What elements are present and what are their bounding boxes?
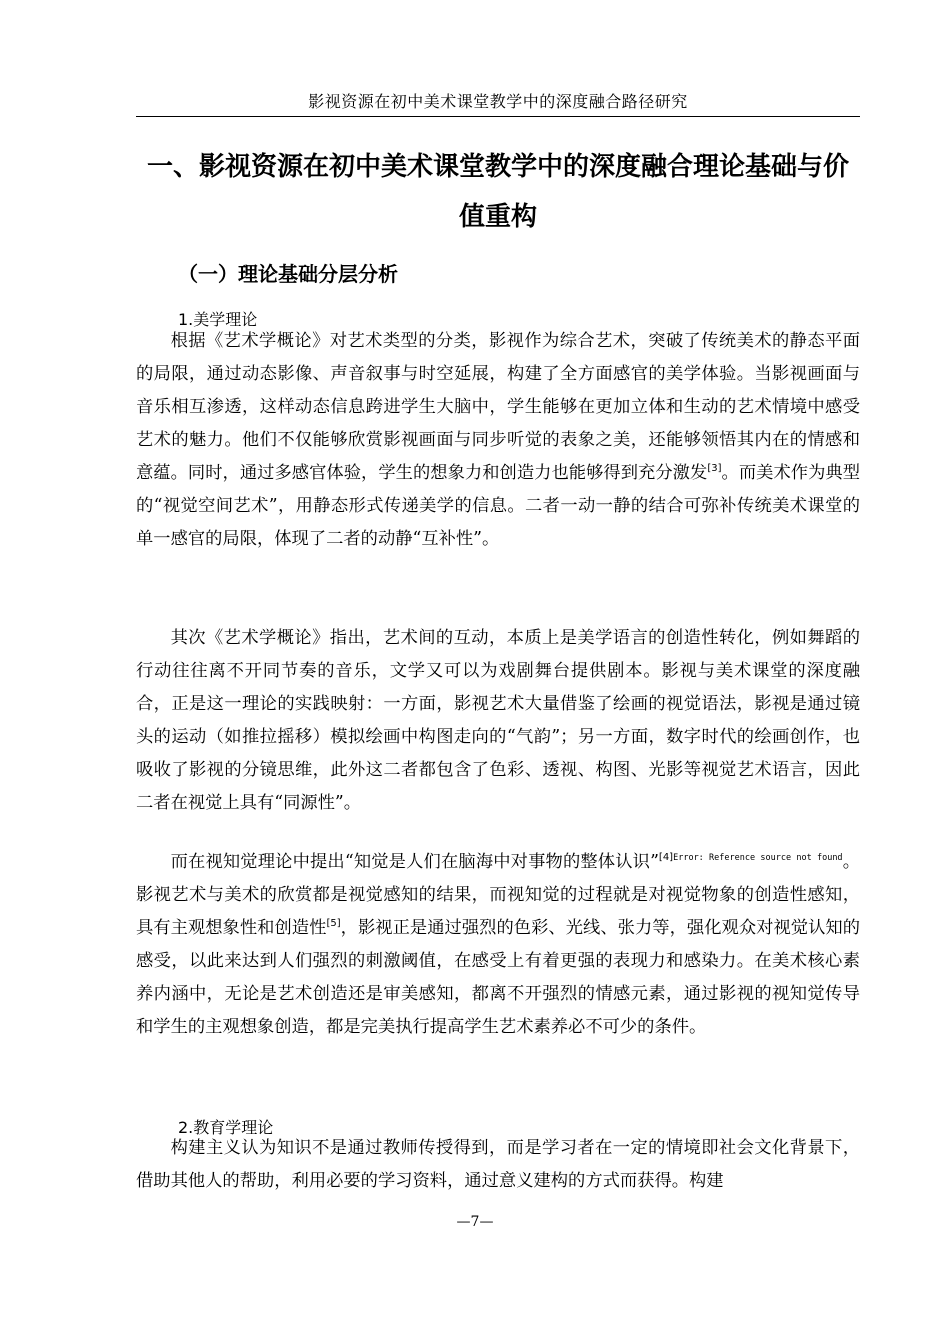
paragraph-text: 而在视知觉理论中提出“知觉是人们在脑海中对事物的整体认识” (170, 852, 659, 872)
paragraph-aesthetics-2: 其次《艺术学概论》指出，艺术间的互动，本质上是美学语言的创造性转化，例如舞蹈的行动往往离不开同节奏的音乐，文学又可以为戏剧舞台提供剧本。影视与美术课堂的深度融合，正是这一理论的实践映射：一方面，影视艺术大量借鉴了绘画的视觉语法，影视是通过镜头的运动（如推拉摇移）模拟绘画中构图走向的“气韵”；另一方面，数字时代的绘画创作，也吸收了影视的分镜思维，此外这二者都包含了色彩、透视、构图、光影等视觉艺术语言，因此二者在视觉上具有“同源性”。 (136, 628, 860, 813)
subsection-heading-aesthetics: 1.美学理论 (178, 310, 258, 329)
reference-error-text: Error: Reference source not found (673, 853, 843, 864)
paragraph-constructivism: 构建主义认为知识不是通过教师传授得到，而是学习者在一定的情境即社会文化背景下，借助其他人的帮助，利用必要的学习资料，通过意义建构的方式而获得。构建 (136, 1138, 860, 1191)
subsection-heading-education: 2.教育学理论 (178, 1118, 274, 1137)
chapter-title: 一、影视资源在初中美术课堂教学中的深度融合理论基础与价值重构 (146, 152, 849, 232)
paragraph-text: ，影视正是通过强烈的色彩、光线、张力等，强化观众对视觉认知的感受，以此来达到人们强烈的刺激阈值，在感受上有着更强的表现力和感染力。在美术核心素养内涵中，无论是艺术创造还是审美感知，都离不开强烈的情感元素，通过影视的视知觉传导和学生的主观想象创造，都是完美执行提高学生艺术素养必不可少的条件。 (136, 918, 860, 1037)
citation-ref: [5] (326, 918, 341, 930)
citation-ref: [4] (658, 852, 674, 864)
citation-ref: [3] (707, 463, 722, 475)
paragraph-perception (136, 846, 860, 1044)
paragraph-text: 。影视艺术与美术的欣赏都是视觉感知的结果，而视知觉的过程就是对视觉物象的创造性感知，具有主观想象性和创造性 (136, 852, 860, 938)
paragraph-text: 根据《艺术学概论》对艺术类型的分类，影视作为综合艺术，突破了传统美术的静态平面的局限，通过动态影像、声音叙事与时空延展，构建了全方面感官的美学体验。当影视画面与音乐相互渗透，这样动态信息跨进学生大脑中，学生能够在更加立体和生动的艺术情境中感受艺术的魅力。他们不仅能够欣赏影视画面与同步听觉的表象之美，还能够领悟其内在的情感和意蕴。同时，通过多感官体验，学生的想象力和创造力也能够得到充分激发 (136, 331, 860, 483)
page-number: —7— (456, 1214, 494, 1230)
running-header: 影视资源在初中美术课堂教学中的深度融合路径研究 (136, 88, 860, 117)
paragraph-aesthetics-1 (136, 325, 860, 556)
paragraph-text: 。而美术作为典型的“视觉空间艺术”，用静态形式传递美学的信息。二者一动一静的结合可弥补传统美术课堂的单一感官的局限，体现了二者的动静“互补性”。 (136, 463, 860, 549)
section-heading: （一）理论基础分层分析 (178, 262, 398, 286)
